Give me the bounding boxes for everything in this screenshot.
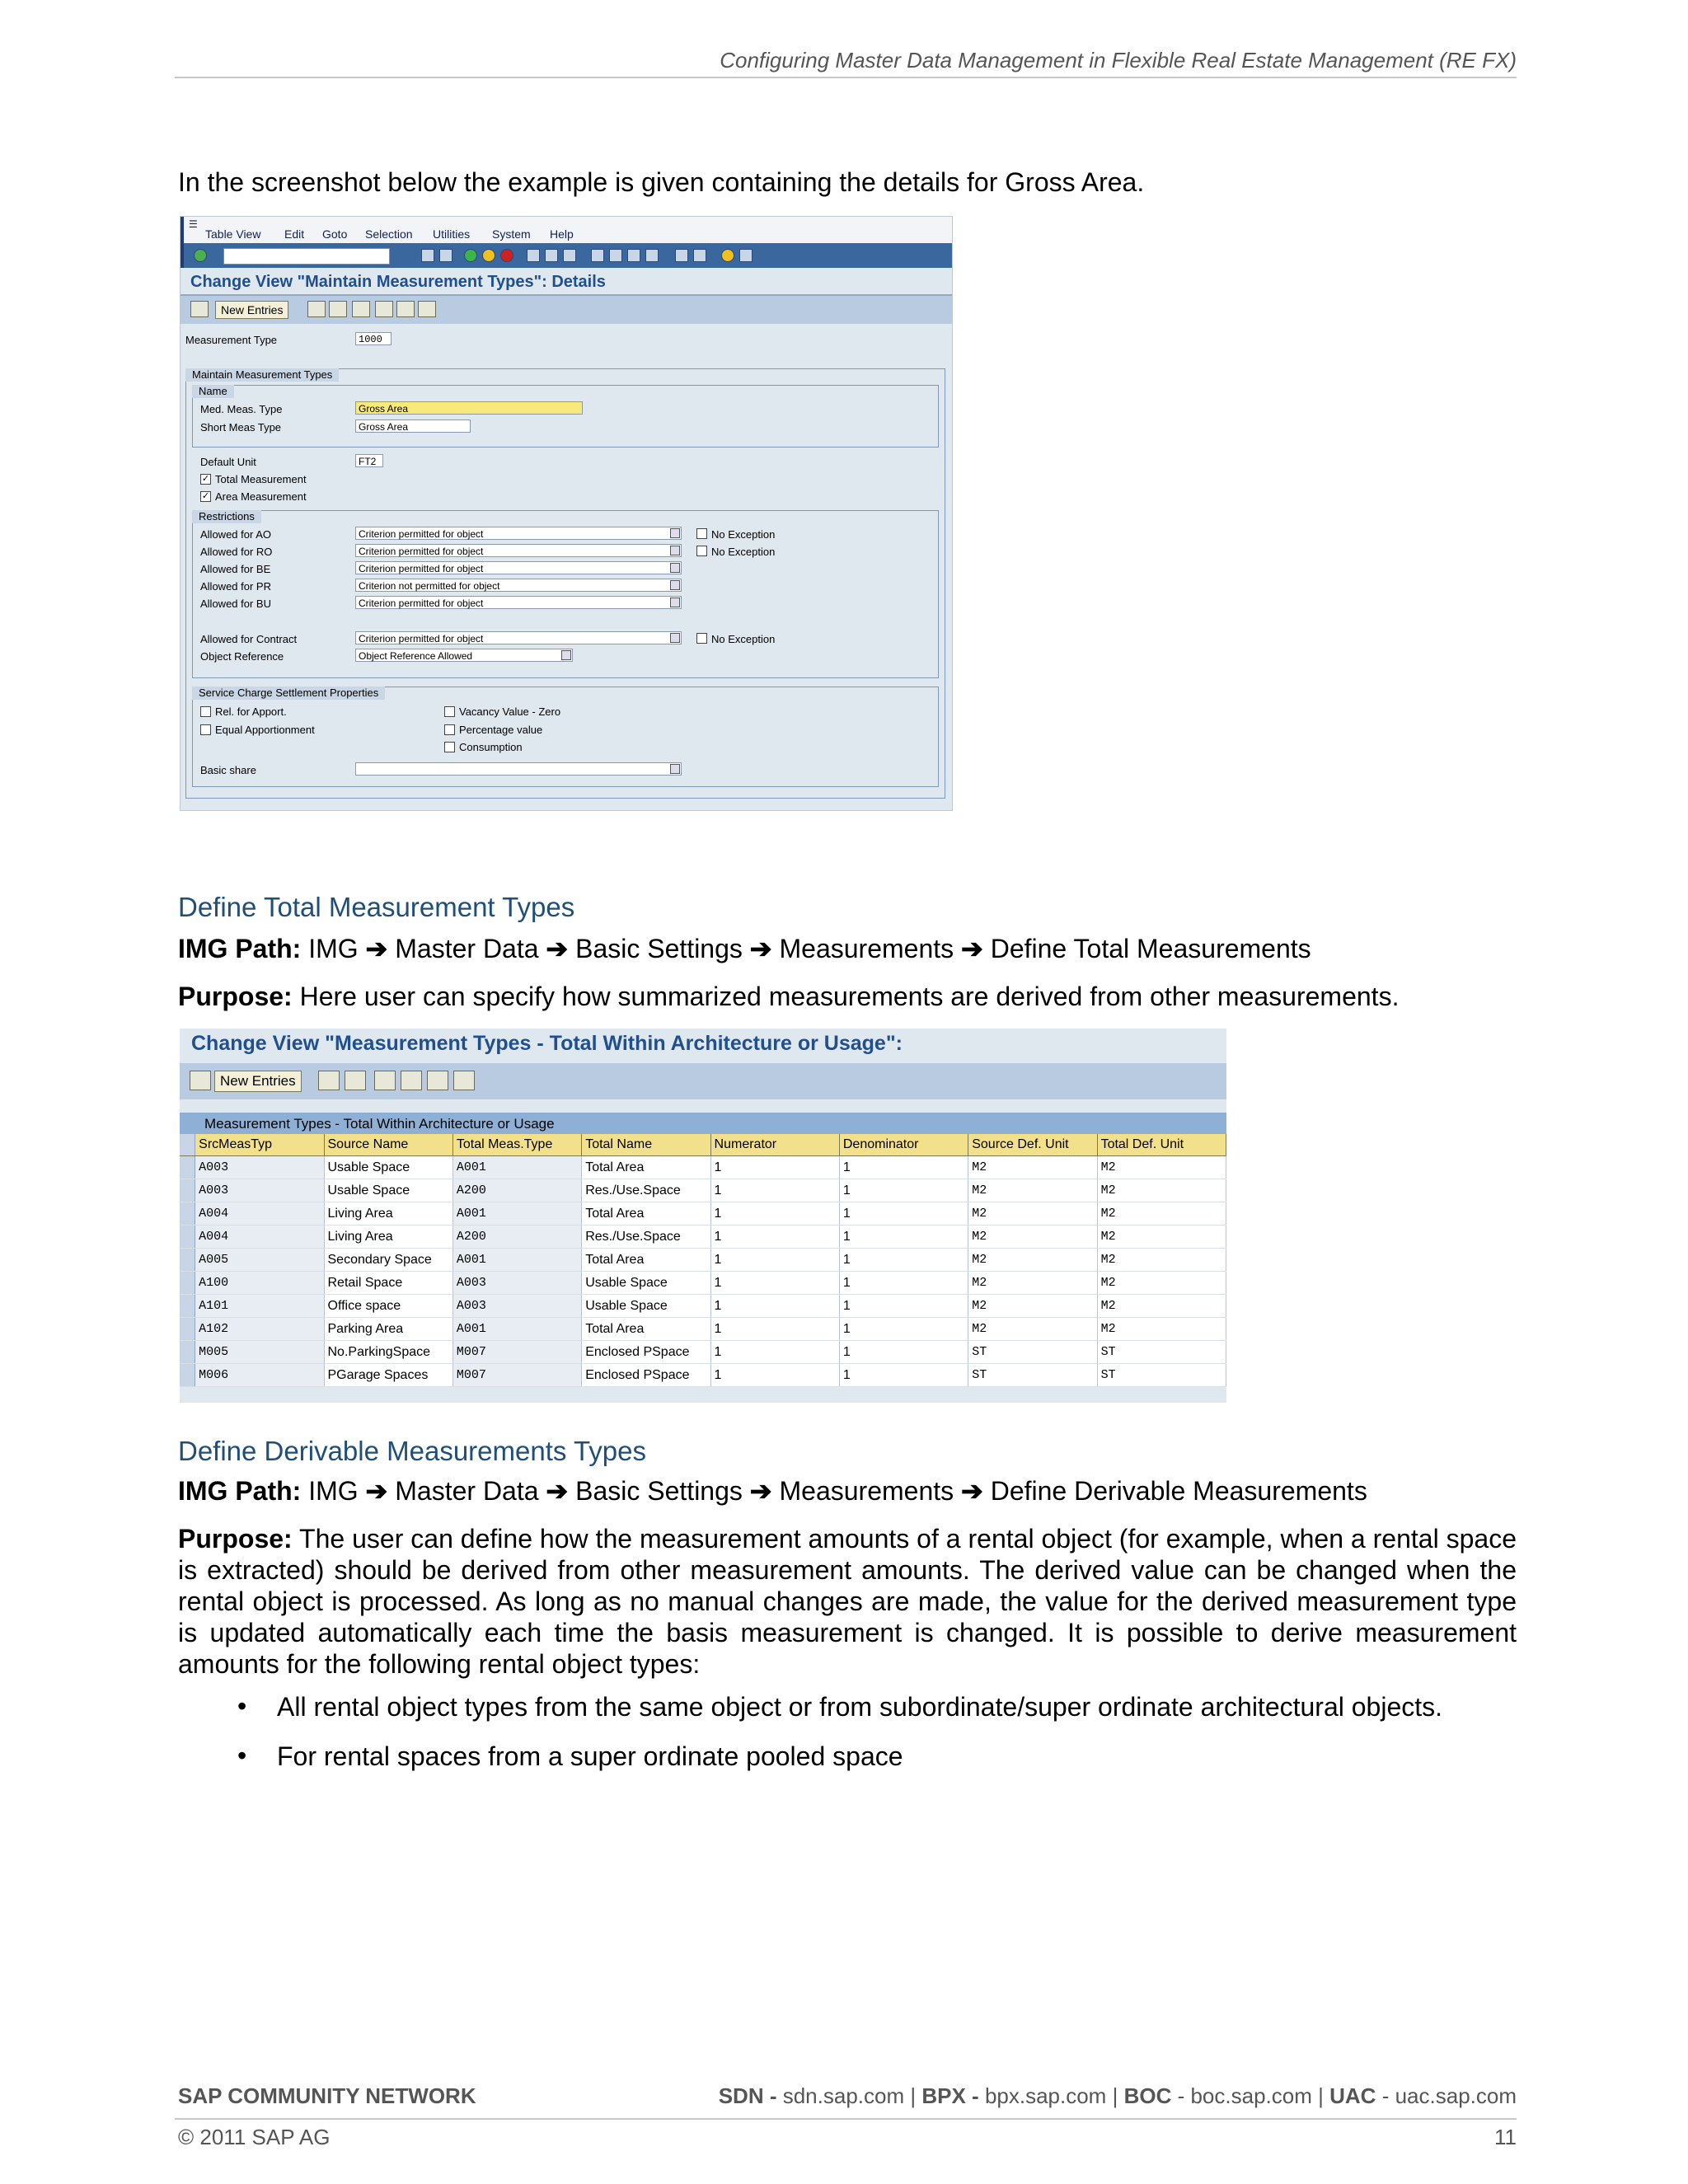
arrow-icon: ➔ bbox=[961, 1476, 983, 1506]
table-cell[interactable]: M2 bbox=[1097, 1226, 1226, 1249]
table-cell: Total Area bbox=[582, 1202, 710, 1226]
table-cell[interactable]: 1 bbox=[710, 1364, 839, 1387]
table-cell[interactable]: A200 bbox=[452, 1179, 581, 1202]
purpose-label: Purpose: bbox=[178, 982, 293, 1011]
sap-menu-bar bbox=[181, 217, 952, 243]
footer-divider bbox=[175, 2118, 1517, 2120]
row-selector[interactable] bbox=[180, 1156, 195, 1179]
table-cell[interactable]: 1 bbox=[839, 1249, 968, 1272]
menu-icon[interactable]: ☰ bbox=[189, 218, 198, 230]
med-meas-type-label: Med. Meas. Type bbox=[200, 403, 283, 415]
save-icon[interactable] bbox=[439, 249, 452, 262]
boc-label: BOC bbox=[1123, 2083, 1172, 2108]
no-exception-label: No Exception bbox=[711, 546, 776, 558]
table-cell: Usable Space bbox=[582, 1295, 710, 1318]
column-header[interactable]: Source Def. Unit bbox=[968, 1134, 1097, 1156]
table-cell[interactable]: 1 bbox=[710, 1272, 839, 1295]
table-cell: Total Area bbox=[582, 1249, 710, 1272]
table-cell: Living Area bbox=[324, 1226, 452, 1249]
short-meas-type-label: Short Meas Type bbox=[200, 421, 282, 434]
restriction-label: Allowed for PR bbox=[200, 580, 271, 593]
restriction-label: Allowed for RO bbox=[200, 546, 273, 558]
table-cell[interactable]: A003 bbox=[195, 1156, 324, 1179]
vacancy-value-label: Vacancy Value - Zero bbox=[459, 705, 561, 718]
img-path-step: Measurements bbox=[779, 934, 954, 963]
column-header[interactable]: Total Def. Unit bbox=[1097, 1134, 1226, 1156]
column-header[interactable]: Denominator bbox=[839, 1134, 968, 1156]
table-cell[interactable]: A001 bbox=[452, 1202, 581, 1226]
table-cell[interactable]: M007 bbox=[452, 1341, 581, 1364]
table-cell[interactable]: 1 bbox=[839, 1295, 968, 1318]
arrow-icon: ➔ bbox=[749, 1476, 772, 1506]
purpose-text bbox=[178, 1523, 1517, 1680]
table-cell[interactable]: M2 bbox=[1097, 1249, 1226, 1272]
measurement-type-field[interactable]: 1000 bbox=[355, 332, 392, 345]
table-cell[interactable]: M005 bbox=[195, 1341, 324, 1364]
screen-title: Change View "Measurement Types - Total Within Architecture or Usage": bbox=[191, 1032, 903, 1055]
area-measurement-label: Area Measurement bbox=[215, 490, 307, 503]
column-header[interactable]: Source Name bbox=[324, 1134, 452, 1156]
table-cell[interactable]: A001 bbox=[452, 1249, 581, 1272]
exit-icon[interactable] bbox=[482, 249, 495, 262]
menu-edit[interactable]: Edit bbox=[284, 227, 305, 241]
table-cell[interactable]: ST bbox=[968, 1364, 1097, 1387]
table-cell: Office space bbox=[324, 1295, 452, 1318]
sdn-link[interactable]: sdn.sap.com bbox=[782, 2083, 905, 2108]
document-header: Configuring Master Data Management in Flexible Real Estate Management (RE FX) bbox=[720, 48, 1517, 73]
img-path-step: IMG bbox=[308, 1476, 359, 1506]
table-cell[interactable]: A001 bbox=[452, 1156, 581, 1179]
row-selector[interactable] bbox=[180, 1249, 195, 1272]
table-cell[interactable]: 1 bbox=[710, 1295, 839, 1318]
table-cell[interactable]: 1 bbox=[839, 1341, 968, 1364]
table-cell[interactable]: M2 bbox=[968, 1249, 1097, 1272]
basic-share-label: Basic share bbox=[200, 764, 256, 776]
rel-apport-checkbox[interactable] bbox=[200, 706, 211, 717]
application-toolbar bbox=[181, 296, 952, 324]
table-cell[interactable]: 1 bbox=[710, 1156, 839, 1179]
bullet-item: All rental object types from the same object or from subordinate/super ordinate architectural objects. bbox=[277, 1692, 1443, 1722]
default-unit-label: Default Unit bbox=[200, 456, 256, 468]
table-cell[interactable]: A003 bbox=[452, 1272, 581, 1295]
uac-link[interactable]: - uac.sap.com bbox=[1381, 2083, 1517, 2108]
consumption-label: Consumption bbox=[459, 741, 523, 753]
restriction-field[interactable]: Criterion permitted for object bbox=[355, 561, 682, 574]
table-cell[interactable]: A101 bbox=[195, 1295, 324, 1318]
delete-icon[interactable] bbox=[329, 301, 347, 317]
table-cell[interactable]: M006 bbox=[195, 1364, 324, 1387]
column-header[interactable]: Numerator bbox=[710, 1134, 839, 1156]
allowed-for-contract-label: Allowed for Contract bbox=[200, 633, 298, 645]
new-session-icon[interactable] bbox=[675, 249, 688, 262]
page-number: 11 bbox=[1494, 2125, 1517, 2149]
img-path-step: Measurements bbox=[779, 1476, 954, 1506]
purpose-body: The user can define how the measurement amounts of a rental object (for example, when a rental space is extracted) should be derived from other measurement amounts. The derived value can be changed when the rental object is processed. As long as no manual changes are made, the value for the derived measurement type is updated automatically each time the basis measurement is changed. It is possible to derive measurement amounts for the following rental object types: bbox=[178, 1524, 1517, 1679]
menu-utilities[interactable]: Utilities bbox=[433, 227, 471, 241]
first-page-icon[interactable] bbox=[591, 249, 604, 262]
bullet-icon: • bbox=[237, 1691, 247, 1721]
back-arrow-icon[interactable] bbox=[421, 249, 434, 262]
copy-icon[interactable] bbox=[318, 1071, 340, 1090]
next-entry-icon[interactable] bbox=[396, 301, 415, 317]
object-reference-field[interactable]: Object Reference Allowed bbox=[355, 649, 573, 662]
no-exception-checkbox[interactable] bbox=[696, 546, 707, 556]
menu-system[interactable]: System bbox=[492, 227, 531, 241]
table-cell[interactable]: M2 bbox=[1097, 1272, 1226, 1295]
back-icon[interactable] bbox=[464, 249, 477, 262]
table-cell: No.ParkingSpace bbox=[324, 1341, 452, 1364]
table-cell: Secondary Space bbox=[324, 1249, 452, 1272]
menu-goto[interactable]: Goto bbox=[322, 227, 348, 241]
row-selector[interactable] bbox=[180, 1179, 195, 1202]
table-row[interactable] bbox=[180, 1272, 1226, 1295]
undo-icon[interactable] bbox=[352, 301, 370, 317]
table-cell[interactable]: M2 bbox=[968, 1156, 1097, 1179]
equal-apportionment-checkbox[interactable] bbox=[200, 724, 211, 735]
edit-pencil-icon[interactable] bbox=[190, 301, 209, 317]
table-cell: Usable Space bbox=[582, 1272, 710, 1295]
img-path-step: Master Data bbox=[395, 1476, 539, 1506]
print-icon[interactable] bbox=[527, 249, 540, 262]
table-row[interactable] bbox=[180, 1318, 1226, 1341]
table-row[interactable] bbox=[180, 1226, 1226, 1249]
table-row[interactable] bbox=[180, 1364, 1226, 1387]
section-title: Define Derivable Measurements Types bbox=[178, 1436, 646, 1466]
footer-separator: | bbox=[910, 2083, 917, 2108]
table-cell: Parking Area bbox=[324, 1318, 452, 1341]
table-cell[interactable]: A004 bbox=[195, 1202, 324, 1226]
table-cell[interactable]: M2 bbox=[968, 1272, 1097, 1295]
purpose-label: Purpose: bbox=[178, 1524, 293, 1554]
table-cell[interactable]: 1 bbox=[839, 1226, 968, 1249]
select-column-header[interactable] bbox=[180, 1134, 195, 1156]
contract-no-exception-checkbox[interactable] bbox=[696, 633, 707, 644]
img-path-step: Define Total Measurements bbox=[990, 934, 1311, 963]
name-frame-title: Name bbox=[192, 385, 234, 398]
table-cell[interactable]: 1 bbox=[710, 1318, 839, 1341]
object-reference-label: Object Reference bbox=[200, 650, 284, 663]
table-cell[interactable]: A003 bbox=[452, 1295, 581, 1318]
select-block-icon[interactable] bbox=[427, 1071, 448, 1090]
table-cell[interactable]: 1 bbox=[839, 1179, 968, 1202]
undo-icon[interactable] bbox=[374, 1071, 396, 1090]
table-cell[interactable]: M2 bbox=[968, 1179, 1097, 1202]
restriction-label: Allowed for BE bbox=[200, 563, 271, 575]
sap-standard-toolbar bbox=[181, 243, 952, 268]
percentage-value-label: Percentage value bbox=[459, 724, 543, 736]
dropdown-icon[interactable] bbox=[670, 546, 680, 555]
table-row[interactable] bbox=[180, 1202, 1226, 1226]
purpose-text bbox=[178, 981, 1399, 1012]
dropdown-icon[interactable] bbox=[670, 598, 680, 607]
variant-icon[interactable] bbox=[418, 301, 436, 317]
default-unit-field[interactable]: FT2 bbox=[355, 454, 383, 467]
img-path-label: IMG Path: bbox=[178, 1476, 302, 1506]
name-frame bbox=[192, 385, 939, 448]
deselect-all-icon[interactable] bbox=[453, 1071, 475, 1090]
table-row[interactable] bbox=[180, 1341, 1226, 1364]
contract-no-exception-label: No Exception bbox=[711, 633, 776, 645]
column-header[interactable]: Total Meas.Type bbox=[452, 1134, 581, 1156]
purpose-body: Here user can specify how summarized measurements are derived from other measurements. bbox=[299, 982, 1400, 1011]
dropdown-icon[interactable] bbox=[670, 563, 680, 573]
restriction-field[interactable]: Criterion permitted for object bbox=[355, 596, 682, 609]
section-title: Define Total Measurement Types bbox=[178, 892, 575, 922]
sap-screenshot-details bbox=[180, 216, 953, 811]
table-cell[interactable]: M2 bbox=[1097, 1202, 1226, 1226]
restriction-field[interactable]: Criterion not permitted for object bbox=[355, 579, 682, 592]
table-cell: Enclosed PSpace bbox=[582, 1364, 710, 1387]
table-cell: Total Area bbox=[582, 1156, 710, 1179]
previous-page-icon[interactable] bbox=[609, 249, 622, 262]
dropdown-icon[interactable] bbox=[561, 650, 571, 660]
table-cell[interactable]: M2 bbox=[1097, 1295, 1226, 1318]
rel-apport-label: Rel. for Apport. bbox=[215, 705, 287, 718]
dropdown-icon[interactable] bbox=[670, 528, 680, 538]
img-path-step: Basic Settings bbox=[575, 934, 743, 963]
total-measurement-checkbox[interactable]: ✓ bbox=[201, 474, 210, 484]
img-path-label: IMG Path: bbox=[178, 934, 302, 963]
arrow-icon: ➔ bbox=[749, 934, 772, 963]
table-cell: Total Area bbox=[582, 1318, 710, 1341]
edit-pencil-icon[interactable] bbox=[190, 1071, 211, 1090]
new-entries-button[interactable]: New Entries bbox=[215, 301, 288, 319]
table-cell[interactable]: A003 bbox=[195, 1179, 324, 1202]
row-selector[interactable] bbox=[180, 1364, 195, 1387]
allowed-for-contract-field[interactable]: Criterion permitted for object bbox=[355, 631, 682, 644]
group-title: Maintain Measurement Types bbox=[185, 368, 339, 382]
table-cell[interactable]: A200 bbox=[452, 1226, 581, 1249]
table-cell: Usable Space bbox=[324, 1179, 452, 1202]
basic-share-field[interactable] bbox=[355, 762, 682, 776]
table-cell: Res./Use.Space bbox=[582, 1226, 710, 1249]
screen-title: Change View "Maintain Measurement Types": Details bbox=[190, 273, 606, 291]
img-path bbox=[178, 933, 1311, 964]
arrow-icon: ➔ bbox=[546, 934, 569, 963]
table-cell[interactable]: ST bbox=[968, 1341, 1097, 1364]
column-header[interactable]: SrcMeasTyp bbox=[195, 1134, 324, 1156]
vacancy-value-checkbox[interactable] bbox=[444, 706, 455, 717]
table-cell[interactable]: M2 bbox=[968, 1318, 1097, 1341]
table-cell[interactable]: 1 bbox=[839, 1364, 968, 1387]
footer-separator: | bbox=[1318, 2083, 1324, 2108]
equal-apportionment-label: Equal Apportionment bbox=[215, 724, 315, 736]
footer-network: SAP COMMUNITY NETWORK bbox=[178, 2083, 476, 2108]
table-cell[interactable]: A004 bbox=[195, 1226, 324, 1249]
row-selector[interactable] bbox=[180, 1226, 195, 1249]
help-icon[interactable] bbox=[721, 249, 734, 262]
copyright: © 2011 SAP AG bbox=[178, 2125, 331, 2149]
dropdown-icon[interactable] bbox=[670, 633, 680, 643]
measurement-type-label: Measurement Type bbox=[185, 334, 278, 346]
menu-help[interactable]: Help bbox=[550, 227, 574, 241]
no-exception-checkbox[interactable] bbox=[696, 528, 707, 539]
table-cell[interactable]: 1 bbox=[839, 1318, 968, 1341]
bpx-link[interactable]: bpx.sap.com bbox=[984, 2083, 1107, 2108]
sdn-label: SDN - bbox=[718, 2083, 777, 2108]
menu-selection[interactable]: Selection bbox=[365, 227, 413, 241]
table-cell[interactable]: M2 bbox=[968, 1202, 1097, 1226]
new-entries-button[interactable]: New Entries bbox=[214, 1071, 302, 1092]
table-cell[interactable]: 1 bbox=[710, 1226, 839, 1249]
restrictions-title: Restrictions bbox=[192, 510, 261, 523]
table-cell[interactable]: 1 bbox=[710, 1249, 839, 1272]
consumption-checkbox[interactable] bbox=[444, 742, 455, 752]
restriction-field[interactable]: Criterion permitted for object bbox=[355, 544, 682, 557]
menu-table-view[interactable]: Table View bbox=[205, 227, 261, 241]
img-path-step: IMG bbox=[308, 934, 359, 963]
table-cell: Usable Space bbox=[324, 1156, 452, 1179]
table-cell[interactable]: ST bbox=[1097, 1364, 1226, 1387]
table-row[interactable] bbox=[180, 1156, 1226, 1179]
percentage-value-checkbox[interactable] bbox=[444, 724, 455, 735]
footer-links bbox=[719, 2083, 1517, 2109]
med-meas-type-field[interactable]: Gross Area bbox=[355, 401, 583, 415]
area-measurement-checkbox[interactable]: ✓ bbox=[201, 491, 210, 501]
row-selector[interactable] bbox=[180, 1318, 195, 1341]
cancel-icon[interactable] bbox=[500, 249, 513, 262]
table-cell: Res./Use.Space bbox=[582, 1179, 710, 1202]
table-cell[interactable]: 1 bbox=[710, 1202, 839, 1226]
bullet-icon: • bbox=[237, 1741, 247, 1770]
dropdown-icon[interactable] bbox=[670, 764, 680, 774]
footer-separator: | bbox=[1112, 2083, 1118, 2108]
shortcut-icon[interactable] bbox=[693, 249, 706, 262]
find-icon[interactable] bbox=[545, 249, 558, 262]
short-meas-type-field[interactable]: Gross Area bbox=[355, 419, 471, 433]
table-cell[interactable]: M2 bbox=[968, 1226, 1097, 1249]
table-control-title bbox=[180, 1113, 1226, 1134]
command-field[interactable] bbox=[223, 248, 390, 265]
table-title: Measurement Types - Total Within Architecture or Usage bbox=[204, 1116, 555, 1132]
bullet-item: For rental spaces from a super ordinate pooled space bbox=[277, 1741, 903, 1771]
delete-icon[interactable] bbox=[345, 1071, 366, 1090]
copy-icon[interactable] bbox=[307, 301, 326, 317]
row-selector[interactable] bbox=[180, 1341, 195, 1364]
enter-icon[interactable] bbox=[194, 249, 207, 262]
previous-entry-icon[interactable] bbox=[375, 301, 393, 317]
img-path-step: Define Derivable Measurements bbox=[990, 1476, 1367, 1506]
table-cell[interactable]: M007 bbox=[452, 1364, 581, 1387]
arrow-icon: ➔ bbox=[546, 1476, 569, 1506]
table-cell[interactable]: M2 bbox=[1097, 1179, 1226, 1202]
row-selector[interactable] bbox=[180, 1295, 195, 1318]
restriction-label: Allowed for AO bbox=[200, 528, 271, 541]
table-cell[interactable]: 1 bbox=[839, 1272, 968, 1295]
table-cell: Enclosed PSpace bbox=[582, 1341, 710, 1364]
find-next-icon[interactable] bbox=[563, 249, 576, 262]
img-path bbox=[178, 1475, 1367, 1507]
restriction-field[interactable]: Criterion permitted for object bbox=[355, 527, 682, 540]
table-cell[interactable]: A100 bbox=[195, 1272, 324, 1295]
table-cell[interactable]: A001 bbox=[452, 1318, 581, 1341]
application-toolbar bbox=[180, 1063, 1226, 1099]
layout-menu-icon[interactable] bbox=[739, 249, 753, 262]
no-exception-label: No Exception bbox=[711, 528, 776, 541]
bpx-label: BPX - bbox=[921, 2083, 979, 2108]
restriction-label: Allowed for BU bbox=[200, 598, 271, 610]
column-header[interactable]: Total Name bbox=[582, 1134, 710, 1156]
table-cell[interactable]: M2 bbox=[1097, 1156, 1226, 1179]
header-divider bbox=[175, 77, 1517, 78]
uac-label: UAC bbox=[1329, 2083, 1376, 2108]
last-page-icon[interactable] bbox=[645, 249, 659, 262]
total-measurement-label: Total Measurement bbox=[215, 473, 307, 485]
table-cell[interactable]: 1 bbox=[710, 1341, 839, 1364]
table-cell: Retail Space bbox=[324, 1272, 452, 1295]
table-cell[interactable]: 1 bbox=[839, 1202, 968, 1226]
sap-screenshot-total-measurements bbox=[180, 1029, 1226, 1403]
table-row[interactable] bbox=[180, 1295, 1226, 1318]
row-selector[interactable] bbox=[180, 1272, 195, 1295]
table-cell: Living Area bbox=[324, 1202, 452, 1226]
table-cell[interactable]: A102 bbox=[195, 1318, 324, 1341]
measurement-types-table bbox=[180, 1134, 1226, 1387]
img-path-step: Master Data bbox=[395, 934, 539, 963]
boc-link[interactable]: - boc.sap.com bbox=[1177, 2083, 1312, 2108]
table-row[interactable] bbox=[180, 1179, 1226, 1202]
arrow-icon: ➔ bbox=[961, 934, 983, 963]
table-cell[interactable]: M2 bbox=[968, 1295, 1097, 1318]
table-cell[interactable]: M2 bbox=[1097, 1318, 1226, 1341]
service-charge-title: Service Charge Settlement Properties bbox=[192, 687, 385, 700]
row-selector[interactable] bbox=[180, 1202, 195, 1226]
next-page-icon[interactable] bbox=[627, 249, 640, 262]
arrow-icon: ➔ bbox=[365, 934, 388, 963]
dropdown-icon[interactable] bbox=[670, 580, 680, 590]
table-header-row bbox=[180, 1134, 1226, 1156]
intro-text: In the screenshot below the example is given containing the details for Gross Area. bbox=[178, 167, 1145, 197]
table-cell: PGarage Spaces bbox=[324, 1364, 452, 1387]
img-path-step: Basic Settings bbox=[575, 1476, 743, 1506]
table-cell[interactable]: ST bbox=[1097, 1341, 1226, 1364]
table-cell[interactable]: A005 bbox=[195, 1249, 324, 1272]
table-row[interactable] bbox=[180, 1249, 1226, 1272]
select-all-icon[interactable] bbox=[401, 1071, 422, 1090]
table-cell[interactable]: 1 bbox=[710, 1179, 839, 1202]
arrow-icon: ➔ bbox=[365, 1476, 388, 1506]
table-cell[interactable]: 1 bbox=[839, 1156, 968, 1179]
